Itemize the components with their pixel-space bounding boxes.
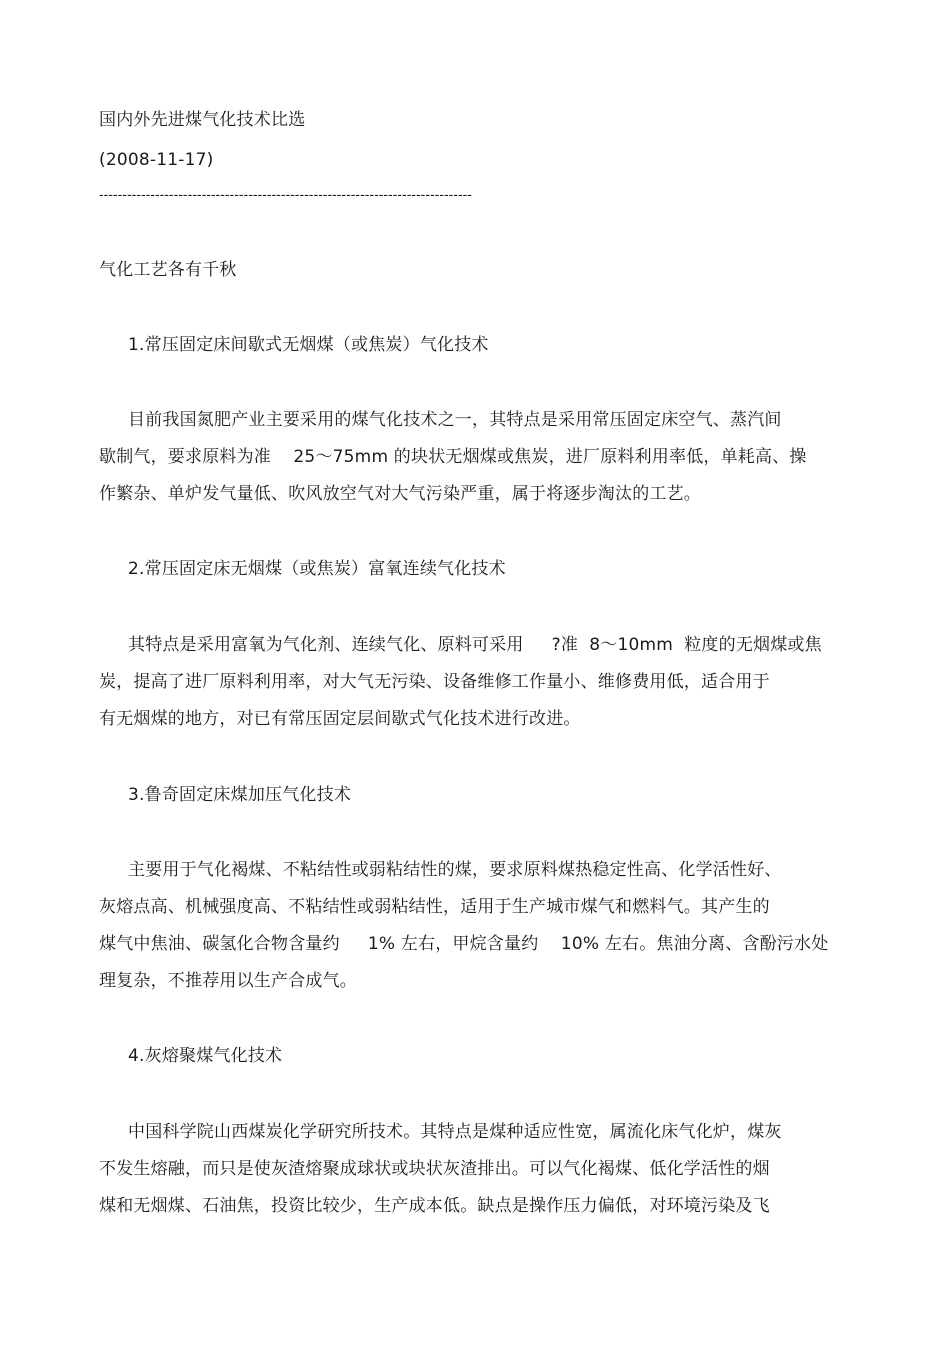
item-heading-3: 3.鲁奇固定床煤加压气化技术 — [128, 785, 352, 805]
paragraph-line: 主要用于气化褐煤、不粘结性或弱粘结性的煤，要求原料煤热稳定性高、化学活性好、 — [128, 860, 782, 880]
paragraph-line: 目前我国氮肥产业主要采用的煤气化技术之一，其特点是采用常压固定床空气、蒸汽间 — [128, 410, 782, 430]
paragraph-line: 有无烟煤的地方，对已有常压固定层间歇式气化技术进行改进。 — [99, 709, 581, 729]
item-heading-2: 2.常压固定床无烟煤（或焦炭）富氧连续气化技术 — [128, 559, 506, 579]
paragraph-line: 灰熔点高、机械强度高、不粘结性或弱粘结性，适用于生产城市煤气和燃料气。其产生的 — [99, 897, 770, 917]
paragraph-line: 煤和无烟煤、石油焦，投资比较少，生产成本低。缺点是操作压力偏低，对环境污染及飞 — [99, 1196, 770, 1216]
paragraph-line: 不发生熔融，而只是使灰渣熔聚成球状或块状灰渣排出。可以气化褐煤、低化学活性的烟 — [99, 1159, 770, 1179]
paragraph-line: 煤气中焦油、碳氢化合物含量约 1% 左右，甲烷含量约 10% 左右。焦油分离、含酚污水处 — [99, 934, 829, 954]
paragraph-line: 炭，提高了进厂原料利用率，对大气无污染、设备维修工作量小、维修费用低，适合用于 — [99, 672, 770, 692]
separator-rule: -------------------------------------------------------------------------------- — [99, 186, 472, 202]
item-heading-1: 1.常压固定床间歇式无烟煤（或焦炭）气化技术 — [128, 335, 489, 355]
paragraph-line: 中国科学院山西煤炭化学研究所技术。其特点是煤种适应性宽，属流化床气化炉，煤灰 — [128, 1122, 782, 1142]
paragraph-line: 其特点是采用富氧为气化剂、连续气化、原料可采用 ?准 8～10mm 粒度的无烟煤或焦 — [128, 635, 822, 655]
paragraph-line: 作繁杂、单炉发气量低、吹风放空气对大气污染严重，属于将逐步淘汰的工艺。 — [99, 484, 701, 504]
section-heading: 气化工艺各有千秋 — [99, 260, 237, 280]
document-date: (2008-11-17) — [99, 150, 214, 170]
item-heading-4: 4.灰熔聚煤气化技术 — [128, 1046, 283, 1066]
document-title: 国内外先进煤气化技术比选 — [99, 110, 306, 130]
paragraph-line: 歇制气，要求原料为准 25～75mm 的块状无烟煤或焦炭，进厂原料利用率低，单耗高、操 — [99, 447, 807, 467]
paragraph-line: 理复杂，不推荐用以生产合成气。 — [99, 971, 357, 991]
